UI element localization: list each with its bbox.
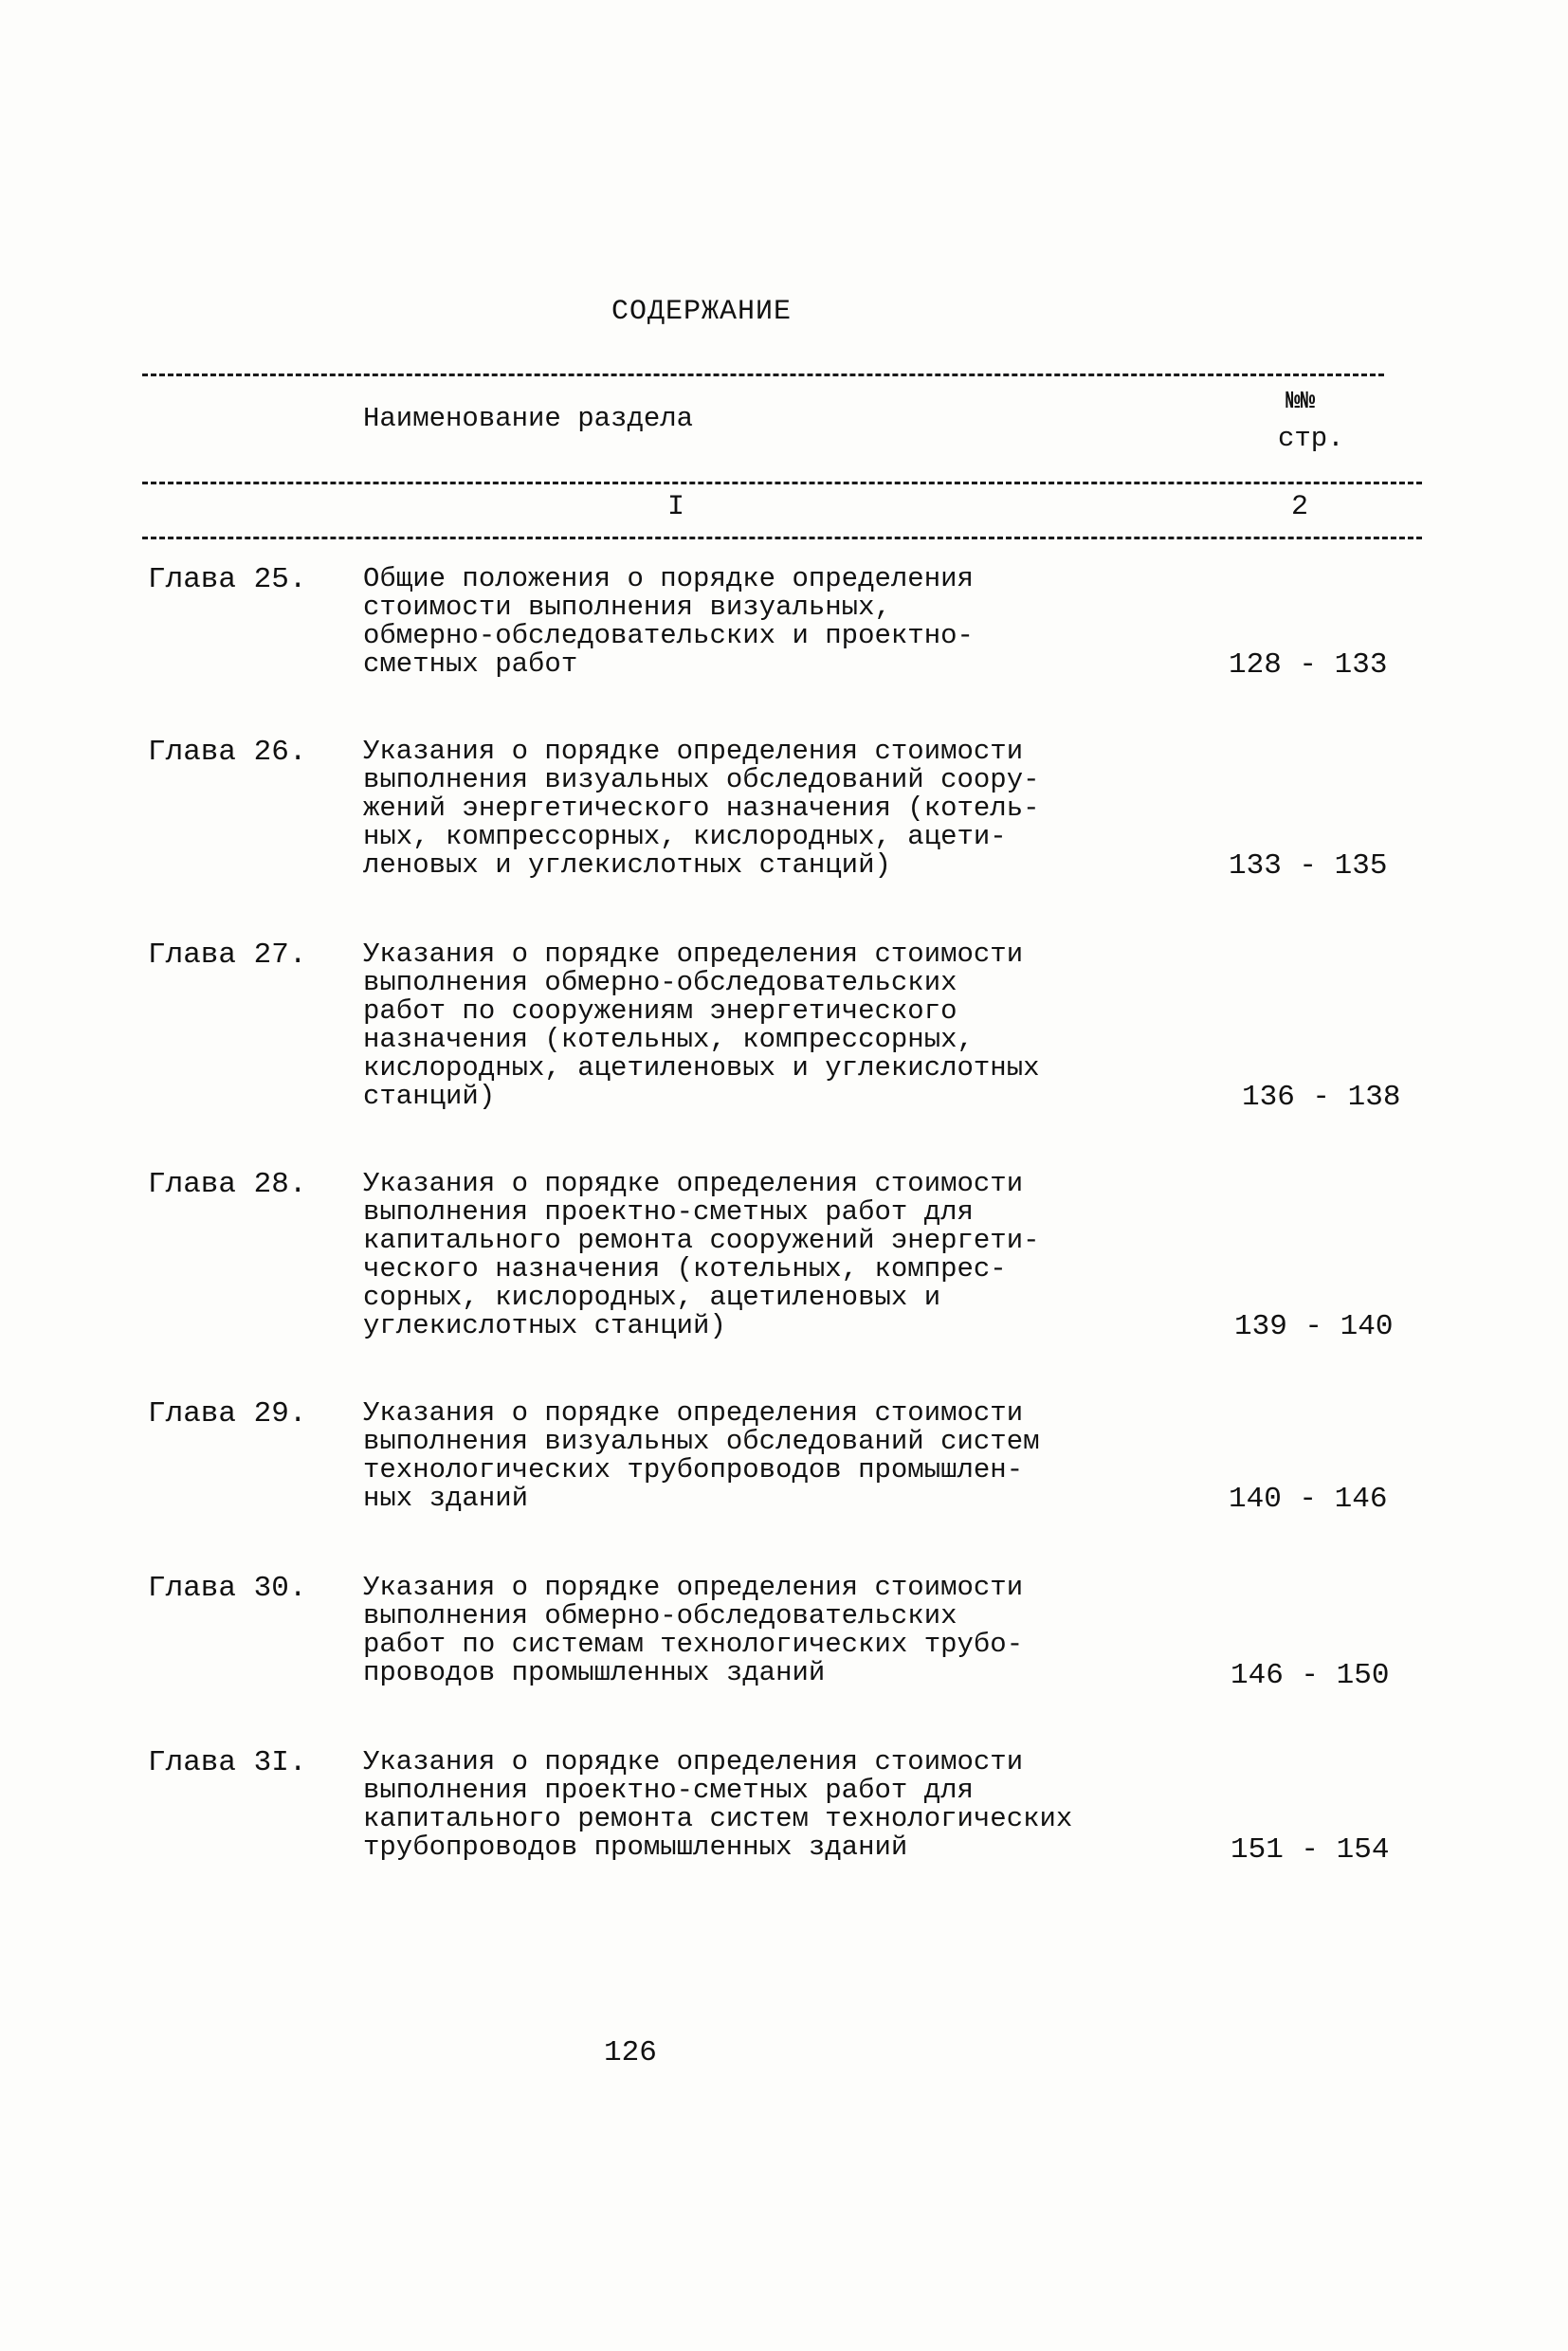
column-header-name: Наименование раздела <box>363 403 694 434</box>
header-bottom-rule <box>142 537 1422 539</box>
column-number-1: I <box>667 491 685 523</box>
chapter-label: Глава 29. <box>148 1397 307 1431</box>
chapter-title: Общие положения о порядке определения стоимости выполнения визуальных, обмерно-обследовательских и проектно- сметных работ <box>363 563 974 680</box>
header-middle-rule <box>142 482 1422 484</box>
chapter-title: Указания о порядке определения стоимости выполнения визуальных обследований систем технологических трубопроводов промышлен- ных зданий <box>363 1397 1040 1514</box>
chapter-title: Указания о порядке определения стоимости выполнения обмерно-обследовательских работ по системам технологических трубо- проводов промышленных зданий <box>363 1572 1024 1688</box>
page-title: СОДЕРЖАНИЕ <box>611 296 793 328</box>
chapter-title: Указания о порядке определения стоимости выполнения проектно-сметных работ для капитального ремонта систем технологических трубопроводов промышленных зданий <box>363 1746 1073 1863</box>
chapter-label: Глава 25. <box>148 563 307 596</box>
chapter-label: Глава 26. <box>148 736 307 769</box>
chapter-title: Указания о порядке определения стоимости выполнения визуальных обследований соору- жений энергетического назначения (котель- ных, компрессорных, кислородных, ацети- леновых и углекислотных станций) <box>363 736 1040 881</box>
column-header-number-sign: №№ <box>1285 387 1316 415</box>
chapter-pages: 140 - 146 <box>1229 1483 1388 1516</box>
chapter-pages: 151 - 154 <box>1231 1833 1390 1867</box>
chapter-label: Глава 30. <box>148 1572 307 1605</box>
chapter-label: Глава 3I. <box>148 1746 307 1779</box>
page-number: 126 <box>604 2036 657 2069</box>
chapter-label: Глава 28. <box>148 1168 307 1201</box>
chapter-pages: 133 - 135 <box>1229 849 1388 883</box>
chapter-pages: 128 - 133 <box>1229 648 1388 682</box>
chapter-pages: 136 - 138 <box>1242 1081 1401 1114</box>
header-top-rule <box>142 374 1384 376</box>
chapter-pages: 139 - 140 <box>1234 1310 1394 1343</box>
column-number-2: 2 <box>1291 491 1309 523</box>
chapter-title: Указания о порядке определения стоимости выполнения проектно-сметных работ для капитального ремонта сооружений энергети- ческого назначения (котельных, компрес- сорных, кислородных, ацетиленовых и углекислотных станций) <box>363 1168 1040 1341</box>
chapter-title: Указания о порядке определения стоимости выполнения обмерно-обследовательских работ по сооружениям энергетического назначения (котельных, компрессорных, кислородных, ацетиленовых и углекислотных станций) <box>363 939 1040 1112</box>
column-header-page: стр. <box>1278 423 1344 454</box>
chapter-pages: 146 - 150 <box>1231 1659 1390 1692</box>
chapter-label: Глава 27. <box>148 939 307 972</box>
